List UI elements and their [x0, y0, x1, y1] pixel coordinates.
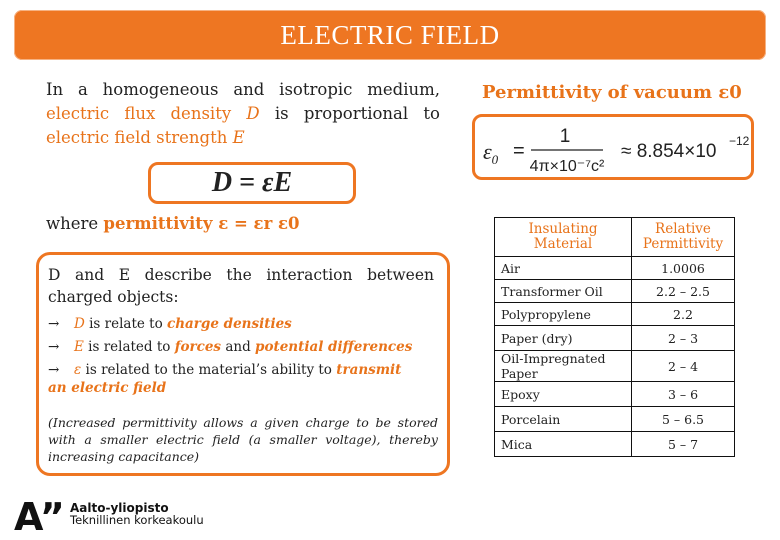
material-cell: Porcelain: [495, 407, 632, 432]
vacuum-permittivity-title: Permittivity of vacuum ε0: [482, 82, 742, 103]
intro-paragraph: [46, 78, 440, 150]
vacuum-formula: [475, 117, 757, 183]
bullet-symbol: D: [74, 316, 85, 332]
permittivity-cell: 5 – 7: [632, 432, 735, 457]
arrow-icon: →: [48, 362, 60, 378]
logo-mark: A”: [14, 496, 65, 534]
bullet-e: [48, 338, 412, 356]
arrow-icon: →: [48, 339, 60, 355]
symbol-e: E: [227, 128, 245, 147]
formula-numerator: 1: [559, 126, 571, 147]
bullet-highlight: charge densities: [167, 316, 292, 332]
logo-university-name: Aalto-yliopisto: [70, 501, 169, 515]
permittivity-table: [494, 217, 735, 457]
bullet-epsilon: [48, 361, 418, 397]
page-title: ELECTRIC FIELD: [14, 10, 766, 60]
permittivity-cell: 2.2: [632, 303, 735, 326]
table-row: [495, 351, 735, 382]
arrow-icon: →: [48, 316, 60, 332]
permittivity-cell: 2 – 3: [632, 326, 735, 351]
permittivity-cell: 2.2 – 2.5: [632, 280, 735, 303]
bullet-highlight: forces: [174, 339, 222, 355]
header-relative-permittivity: Relative Permittivity: [632, 218, 735, 257]
field-strength-term: electric field strength: [46, 128, 228, 147]
material-cell: Paper (dry): [495, 326, 632, 351]
flux-density-term: electric flux density: [46, 104, 232, 123]
material-cell: Transformer Oil: [495, 280, 632, 303]
bullet-text: is relate to: [84, 316, 168, 332]
epsilon-zero-symbol: $\varepsilon_0$: [483, 139, 499, 167]
material-cell: Air: [495, 257, 632, 280]
capacitance-note: (Increased permittivity allows a given charge to be stored with a smaller electric field (a smaller voltage), thereby increasing capacitance): [48, 415, 438, 464]
formula-approx: ≈ 8.854×10: [621, 141, 717, 162]
material-cell: Epoxy: [495, 382, 632, 407]
symbol-d: D: [231, 104, 260, 123]
constitutive-equation: D = εE: [148, 162, 356, 204]
formula-exponent: −12: [729, 134, 750, 148]
material-cell: Oil-Impregnated Paper: [495, 351, 632, 382]
vacuum-formula-box: [472, 114, 754, 180]
bullet-d: [48, 315, 292, 333]
where-prefix: where: [46, 214, 104, 233]
permittivity-definition: [46, 214, 300, 233]
equals-sign: =: [513, 140, 525, 162]
table-row: [495, 407, 735, 432]
table-row: [495, 257, 735, 280]
description-lead: D and E describe the interaction between charged objects:: [48, 266, 434, 306]
bullet-symbol: E: [74, 339, 84, 355]
logo-school-name: Teknillinen korkeakoulu: [70, 513, 204, 527]
table-row: [495, 382, 735, 407]
bullet-text: is related to: [83, 339, 175, 355]
bullet-highlight-2: potential differences: [255, 339, 413, 355]
intro-text-1: In a homogeneous and isotropic medium,: [46, 80, 440, 99]
intro-text-2: is proportional to: [259, 104, 440, 123]
permittivity-cell: 3 – 6: [632, 382, 735, 407]
table-row: [495, 432, 735, 457]
table-row: [495, 326, 735, 351]
formula-denominator: 4π×10⁻⁷c²: [529, 158, 605, 175]
bullet-text: is related to the material’s ability to: [81, 362, 337, 378]
permittivity-cell: 2 – 4: [632, 351, 735, 382]
bullet-symbol: ε: [74, 362, 82, 378]
header-material: Insulating Material: [495, 218, 632, 257]
table-row: [495, 303, 735, 326]
permittivity-term: permittivity ε = εr ε0: [103, 214, 300, 233]
permittivity-cell: 5 – 6.5: [632, 407, 735, 432]
material-cell: Mica: [495, 432, 632, 457]
bullet-highlight: transmit an electric field: [48, 362, 402, 396]
material-cell: Polypropylene: [495, 303, 632, 326]
bullet-text-2: and: [221, 339, 256, 355]
table-row: [495, 280, 735, 303]
permittivity-cell: 1.0006: [632, 257, 735, 280]
